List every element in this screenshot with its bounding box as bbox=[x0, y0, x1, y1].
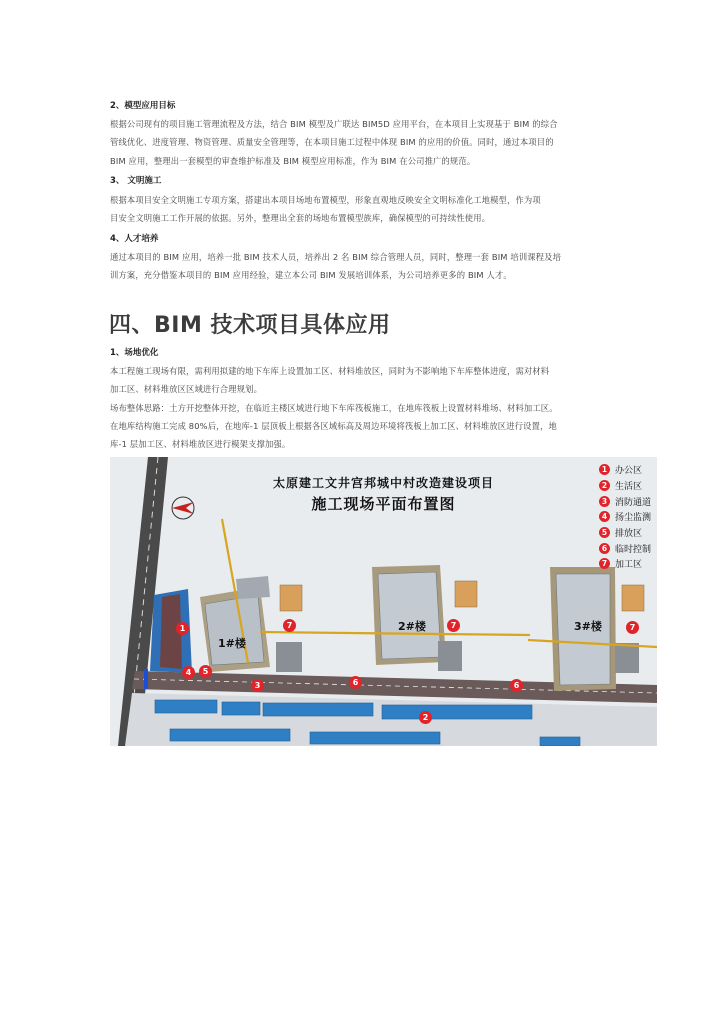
zone-marker: 7 bbox=[283, 619, 296, 632]
talent-heading: 4、人才培养 bbox=[110, 234, 159, 244]
plan-title: 施工现场平面布置图 bbox=[311, 495, 456, 513]
building-label: 2#楼 bbox=[398, 620, 426, 633]
legend-item: 1 办公区 bbox=[599, 462, 651, 478]
building-label: 1#楼 bbox=[218, 637, 246, 650]
zone-marker: 1 bbox=[176, 622, 189, 635]
legend-item: 5 排放区 bbox=[599, 525, 651, 541]
legend-item: 4 扬尘监测 bbox=[599, 509, 651, 525]
building-label: 3#楼 bbox=[574, 620, 602, 633]
plan-legend bbox=[599, 462, 651, 572]
project-title: 太原建工文井宫邦城中村改造建设项目 bbox=[272, 476, 494, 490]
model-goal-line: BIM 应用，整理出一套模型的审查维护标准及 BIM 模型应用标准，作为 BIM 在公司推广的规范。 bbox=[110, 156, 476, 166]
model-goal-line: 管线优化、进度管理、物资管理、质量安全管理等，在本项目施工过程中体现 BIM 的应用的价值。同时，通过本项目的 bbox=[110, 137, 554, 147]
site-line: 在地库结构施工完成 80%后，在地库-1 层顶板上根据各区域标高及周边环境将筏板上加工区、材料堆放区进行设置，地 bbox=[110, 421, 557, 431]
legend-item: 2 生活区 bbox=[599, 478, 651, 494]
site-line: 加工区、材料堆放区区域进行合理规划。 bbox=[110, 384, 263, 394]
site-heading: 1、场地优化 bbox=[110, 348, 159, 358]
legend-item: 3 消防通道 bbox=[599, 493, 651, 509]
talent-line: 训方案，充分借鉴本项目的 BIM 应用经验，建立本公司 BIM 发展培训体系，为公司培养更多的 BIM 人才。 bbox=[110, 270, 512, 280]
legend-item: 6 临时控制 bbox=[599, 540, 651, 556]
civilized-line: 根据本项目安全文明施工专项方案，搭建出本项目场地布置模型，形象直观地反映安全文明标准化工地模型，作为项 bbox=[110, 195, 541, 205]
model-goal-heading: 2、模型应用目标 bbox=[110, 101, 176, 111]
site-line: 库-1 层加工区、材料堆放区进行模架支撑加强。 bbox=[110, 439, 291, 449]
zone-marker: 7 bbox=[626, 621, 639, 634]
site-line: 本工程施工现场有限，需利用拟建的地下车库上设置加工区、材料堆放区，同时为不影响地下车库整体进度，需对材料 bbox=[110, 366, 550, 376]
zone-marker: 6 bbox=[510, 679, 523, 692]
zone-marker: 4 bbox=[182, 666, 195, 679]
model-goal-line: 根据公司现有的项目施工管理流程及方法，结合 BIM 模型及广联达 BIM5D 应用平台，在本项目上实现基于 BIM 的综合 bbox=[110, 119, 558, 129]
zone-marker: 6 bbox=[349, 676, 362, 689]
zone-marker: 2 bbox=[419, 711, 432, 724]
civilized-line: 目安全文明施工工作开展的依据。另外，整理出全套的场地布置模型族库，确保模型的可持续性使用。 bbox=[110, 213, 491, 223]
talent-line: 通过本项目的 BIM 应用，培养一批 BIM 技术人员，培养出 2 名 BIM 综合管理人员，同时，整理一套 BIM 培训课程及培 bbox=[110, 252, 562, 262]
section-title: 四、BIM 技术项目具体应用 bbox=[109, 313, 391, 338]
legend-item: 7 加工区 bbox=[599, 556, 651, 572]
civilized-heading: 3、 文明施工 bbox=[110, 176, 162, 186]
site-line: 场布整体思路：土方开挖整体开挖，在临近主楼区域进行地下车库筏板施工，在地库筏板上设置材料堆场、材料加工区。 bbox=[110, 403, 558, 413]
zone-marker: 3 bbox=[251, 679, 264, 692]
site-plan-image bbox=[110, 457, 657, 746]
zone-marker: 7 bbox=[447, 619, 460, 632]
zone-marker: 5 bbox=[199, 665, 212, 678]
